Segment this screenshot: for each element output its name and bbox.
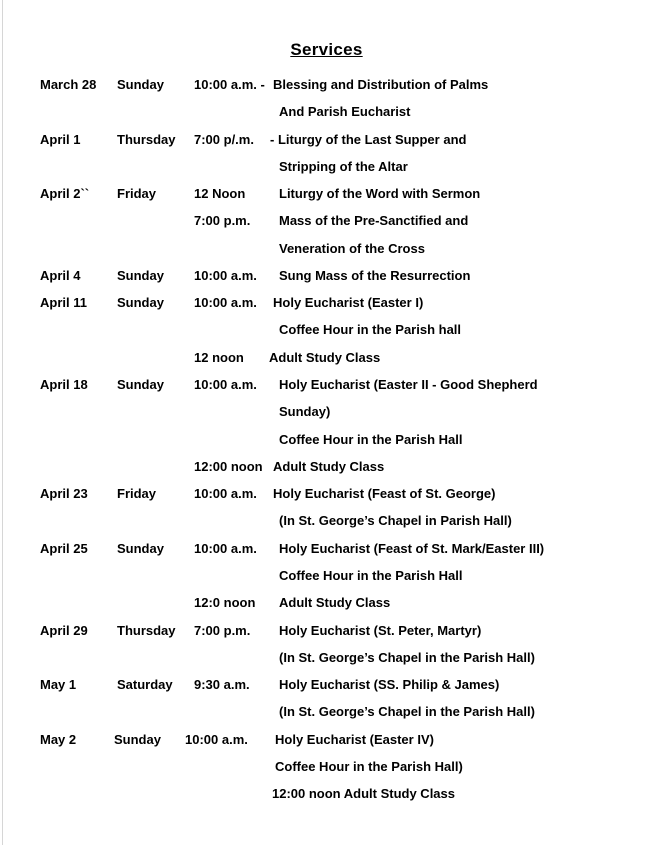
service-time: 10:00 a.m. <box>194 268 257 283</box>
page-edge-divider <box>2 0 3 845</box>
service-description: Liturgy of the Word with Sermon <box>279 186 481 201</box>
service-time: 10:00 a.m. <box>194 295 257 310</box>
service-time: 7:00 p.m. <box>194 623 251 638</box>
service-description: (In St. George’s Chapel in Parish Hall) <box>279 513 512 528</box>
service-date: March 28 <box>40 77 97 92</box>
service-day: Friday <box>117 186 157 201</box>
service-date: May 1 <box>40 677 77 692</box>
service-description: Coffee Hour in the Parish Hall <box>279 432 463 447</box>
page-title: Services <box>290 40 363 59</box>
service-day: Thursday <box>117 132 176 147</box>
service-description: Holy Eucharist (Feast of St. Mark/Easter III) <box>279 541 545 556</box>
service-date: April 23 <box>40 486 88 501</box>
service-date: April 29 <box>40 623 88 638</box>
service-time: 12 noon <box>194 350 244 365</box>
service-description: Blessing and Distribution of Palms <box>273 77 489 92</box>
service-date: April 25 <box>40 541 88 556</box>
service-description: Adult Study Class <box>273 459 385 474</box>
service-time: 10:00 a.m. <box>185 732 248 747</box>
service-date: April 2`` <box>40 186 90 201</box>
service-description: 12:00 noon Adult Study Class <box>272 786 455 801</box>
service-time: 12:00 noon <box>194 459 263 474</box>
service-description: Holy Eucharist (Easter II - Good Shepherd <box>279 377 538 392</box>
service-day: Sunday <box>117 268 164 283</box>
service-description: Coffee Hour in the Parish Hall <box>279 568 463 583</box>
service-description: Mass of the Pre-Sanctified and <box>279 213 469 228</box>
service-time: 12:0 noon <box>194 595 256 610</box>
service-day: Sunday <box>114 732 161 747</box>
service-day: Sunday <box>117 541 164 556</box>
service-description: Coffee Hour in the Parish hall <box>279 322 462 337</box>
service-description: Sung Mass of the Resurrection <box>279 268 471 283</box>
service-time: 10:00 a.m. - <box>194 77 265 92</box>
service-day: Sunday <box>117 295 164 310</box>
service-time: 10:00 a.m. <box>194 377 257 392</box>
service-date: April 4 <box>40 268 81 283</box>
service-time: 10:00 a.m. <box>194 541 257 556</box>
service-date: April 1 <box>40 132 81 147</box>
service-description: (In St. George’s Chapel in the Parish Hall) <box>279 704 535 719</box>
service-description: Stripping of the Altar <box>279 159 408 174</box>
service-description: Holy Eucharist (SS. Philip & James) <box>279 677 500 692</box>
service-day: Friday <box>117 486 157 501</box>
service-time: 12 Noon <box>194 186 246 201</box>
service-description: And Parish Eucharist <box>279 104 411 119</box>
service-day: Saturday <box>117 677 173 692</box>
service-description: Veneration of the Cross <box>279 241 425 256</box>
service-time: 10:00 a.m. <box>194 486 257 501</box>
service-date: April 11 <box>40 295 87 310</box>
service-description: Holy Eucharist (Easter I) <box>273 295 424 310</box>
service-time: 7:00 p/.m. <box>194 132 254 147</box>
service-description: - Liturgy of the Last Supper and <box>270 132 467 147</box>
service-time: 9:30 a.m. <box>194 677 250 692</box>
service-date: May 2 <box>40 732 77 747</box>
service-day: Sunday <box>117 377 164 392</box>
service-description: Holy Eucharist (Feast of St. George) <box>273 486 496 501</box>
service-description: Adult Study Class <box>269 350 381 365</box>
service-description: Holy Eucharist (St. Peter, Martyr) <box>279 623 482 638</box>
service-description: (In St. George’s Chapel in the Parish Hall) <box>279 650 535 665</box>
service-description: Adult Study Class <box>279 595 391 610</box>
service-description: Coffee Hour in the Parish Hall) <box>275 759 463 774</box>
service-description: Holy Eucharist (Easter IV) <box>275 732 434 747</box>
service-day: Thursday <box>117 623 176 638</box>
service-date: April 18 <box>40 377 88 392</box>
service-day: Sunday <box>117 77 164 92</box>
service-description: Sunday) <box>279 404 331 419</box>
service-time: 7:00 p.m. <box>194 213 251 228</box>
